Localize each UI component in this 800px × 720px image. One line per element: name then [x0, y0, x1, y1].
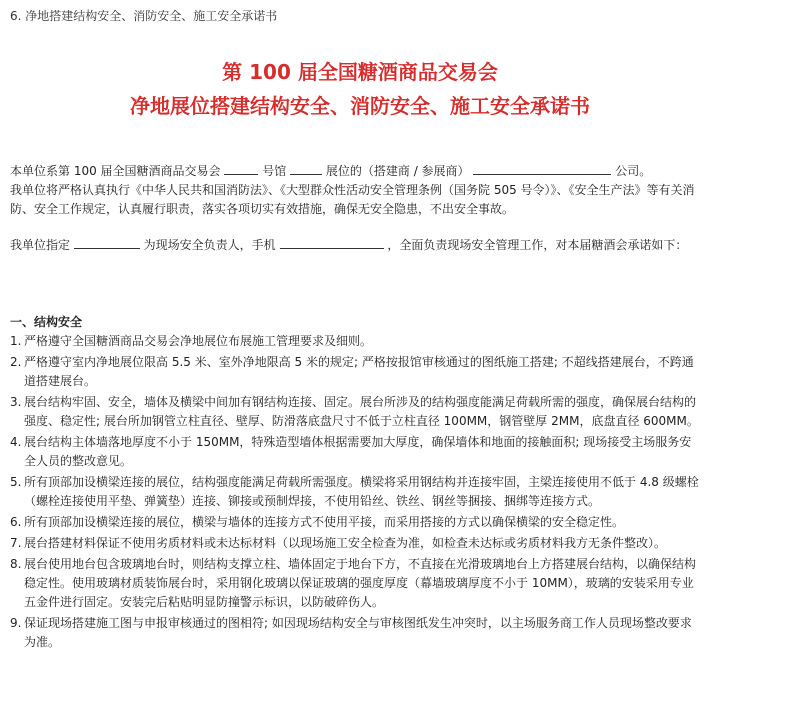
- designate-text-a: 我单位指定: [10, 238, 71, 252]
- list-item: [10, 353, 702, 391]
- list-item: [10, 513, 702, 532]
- designate-text-c: ，全面负责现场安全管理工作，对本届糖酒会承诺如下：: [387, 238, 688, 252]
- document-title-line2: 净地展位搭建结构安全、消防安全、施工安全承诺书: [130, 94, 590, 118]
- list-item-number: 5.: [10, 475, 22, 489]
- list-item-text: 保证现场搭建施工图与申报审核通过的图相符; 如因现场结构安全与审核图纸发生冲突时，以主场服务商工作人员现场整改要求为准。: [24, 616, 692, 649]
- list-item: [10, 433, 702, 471]
- intro-text-b: 号馆: [262, 164, 287, 178]
- list-item-text: 展台结构主体墙落地厚度不小于 150MM，特殊造型墙体根据需要加大厚度，确保墙体和地面的接触面积; 现场接受主场服务安全人员的整改意见。: [24, 435, 692, 468]
- designate-text-b: 为现场安全负责人，手机: [143, 238, 276, 252]
- list-item-number: 8.: [10, 557, 22, 571]
- list-item-number: 7.: [10, 536, 22, 550]
- document-title-line1: 第 100 届全国糖酒商品交易会: [222, 60, 498, 84]
- designate-paragraph: [10, 236, 710, 255]
- list-item: [10, 473, 702, 511]
- list-item-text: 所有顶部加设横梁连接的展位，结构强度能满足荷载所需强度。横梁将采用钢结构并连接牢固，主梁连接使用不低于 4.8 级螺栓（螺栓连接使用平垫、弹簧垫）连接、铆接或预制焊接，不使用铅丝、铁丝、钢丝等捆接、捆绑等连接方式。: [24, 475, 699, 508]
- list-item-number: 3.: [10, 395, 22, 409]
- list-item-text: 展台使用地台包含玻璃地台时，则结构支撑立柱、墙体固定于地台下方，不直接在光滑玻璃地台上方搭建展台结构，以确保结构稳定性。使用玻璃材质装饰展台时，采用钢化玻璃以保证玻璃的强度厚度（幕墙玻璃厚度不小于 10MM），玻璃的安装采用专业五金件进行固定。安装完后粘贴明显防撞警示标识，以防破碎伤人。: [24, 557, 697, 609]
- list-item: [10, 614, 702, 652]
- list-item-text: 严格遵守全国糖酒商品交易会净地展位布展施工管理要求及细则。: [24, 334, 373, 348]
- list-item-text: 严格遵守室内净地展位限高 5.5 米、室外净地限高 5 米的规定; 严格按报馆审核通过的图纸施工搭建; 不超线搭建展台，不跨通道搭建展台。: [24, 355, 694, 388]
- list-item-number: 1.: [10, 334, 22, 348]
- list-item-number: 6.: [10, 515, 22, 529]
- safety-officer-blank[interactable]: [74, 236, 140, 249]
- intro-paragraph: [10, 162, 710, 219]
- hall-number-blank[interactable]: [224, 162, 258, 175]
- phone-number-blank[interactable]: [280, 236, 384, 249]
- list-item: [10, 555, 702, 612]
- list-item: [10, 534, 702, 553]
- company-name-blank[interactable]: [473, 162, 611, 175]
- list-item: [10, 332, 702, 351]
- section-heading-structure-safety: 一、结构安全: [10, 315, 83, 329]
- list-item-text: 所有顶部加设横梁连接的展位，横梁与墙体的连接方式不使用平接，而采用搭接的方式以确保横梁的安全稳定性。: [24, 515, 625, 529]
- intro-text-p2: 我单位将严格认真执行《中华人民共和国消防法》、《大型群众性活动安全管理条例（国务院 505 号令）》、《安全生产法》等有关消防、安全工作规定，认真履行职责，落实各项切实有效措施，确保无安全隐患，不出安全事故。: [10, 183, 695, 216]
- intro-text-a: 本单位系第 100 届全国糖酒商品交易会: [10, 164, 221, 178]
- list-item: [10, 393, 702, 431]
- list-item-number: 4.: [10, 435, 22, 449]
- list-item-text: 展台搭建材料保证不使用劣质材料或未达标材料（以现场施工安全检查为准，如检查未达标或劣质材料我方无条件整改）。: [24, 536, 667, 550]
- booth-number-blank[interactable]: [290, 162, 322, 175]
- commitment-list: [10, 332, 702, 654]
- page-header-note: 6. 净地搭建结构安全、消防安全、施工安全承诺书: [10, 9, 278, 23]
- intro-text-d: 公司。: [615, 164, 652, 178]
- list-item-number: 2.: [10, 355, 22, 369]
- list-item-number: 9.: [10, 616, 22, 630]
- list-item-text: 展台结构牢固、安全，墙体及横梁中间加有钢结构连接、固定。展台所涉及的结构强度能满足荷载所需的强度，确保展台结构的强度、稳定性; 展台所加钢管立柱直径、壁厚、防滑落底盘尺寸不低于立柱直径 100MM，钢管壁厚 2MM，底盘直径 600MM。: [24, 395, 699, 428]
- intro-text-c: 展位的（搭建商 / 参展商）: [325, 164, 470, 178]
